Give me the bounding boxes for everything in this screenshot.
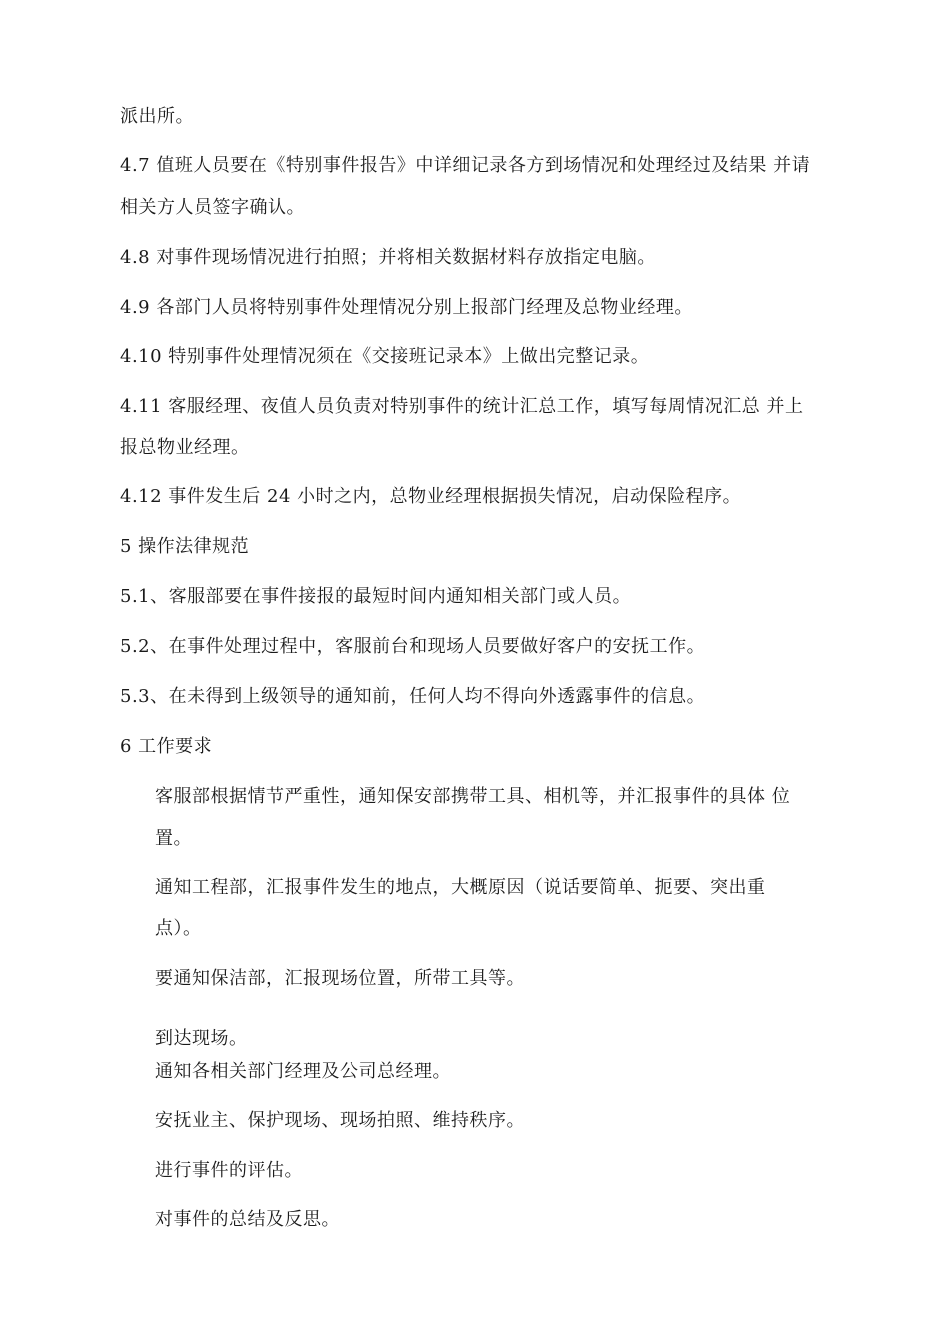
text-line: 相关方人员签字确认。 bbox=[120, 197, 305, 218]
text-line: 置。 bbox=[155, 828, 192, 849]
text-line: 5.1、客服部要在事件接报的最短时间内通知相关部门或人员。 bbox=[120, 586, 632, 607]
text-line: 安抚业主、保护现场、现场拍照、维持秩序。 bbox=[155, 1110, 525, 1131]
text-line: 4.12 事件发生后 24 小时之内，总物业经理根据损失情况，启动保险程序。 bbox=[120, 486, 742, 507]
text-line: 派出所。 bbox=[120, 106, 194, 127]
text-line: 4.8 对事件现场情况进行拍照；并将相关数据材料存放指定电脑。 bbox=[120, 247, 656, 268]
text-line: 4.9 各部门人员将特别事件处理情况分别上报部门经理及总物业经理。 bbox=[120, 297, 693, 318]
section-heading: 6 工作要求 bbox=[120, 736, 213, 757]
text-line: 通知各相关部门经理及公司总经理。 bbox=[155, 1061, 451, 1082]
text-line: 到达现场。 bbox=[155, 1028, 248, 1049]
text-line: 通知工程部，汇报事件发生的地点，大概原因（说话要简单、扼要、突出重 bbox=[155, 877, 766, 898]
text-line: 客服部根据情节严重性，通知保安部携带工具、相机等，并汇报事件的具体 位 bbox=[155, 786, 791, 807]
text-line: 对事件的总结及反思。 bbox=[155, 1209, 340, 1230]
text-line: 4.11 客服经理、夜值人员负责对特别事件的统计汇总工作，填写每周情况汇总 并上 bbox=[120, 396, 804, 417]
text-line: 4.7 值班人员要在《特别事件报告》中详细记录各方到场情况和处理经过及结果 并请 bbox=[120, 155, 811, 176]
text-line: 进行事件的评估。 bbox=[155, 1160, 303, 1181]
text-line: 5.3、在未得到上级领导的通知前，任何人均不得向外透露事件的信息。 bbox=[120, 686, 706, 707]
text-line: 报总物业经理。 bbox=[120, 437, 250, 458]
text-line: 要通知保洁部，汇报现场位置，所带工具等。 bbox=[155, 968, 525, 989]
section-heading: 5 操作法律规范 bbox=[120, 536, 250, 557]
text-line: 5.2、在事件处理过程中，客服前台和现场人员要做好客户的安抚工作。 bbox=[120, 636, 706, 657]
text-line: 4.10 特别事件处理情况须在《交接班记录本》上做出完整记录。 bbox=[120, 346, 650, 367]
text-line: 点）。 bbox=[155, 918, 202, 939]
